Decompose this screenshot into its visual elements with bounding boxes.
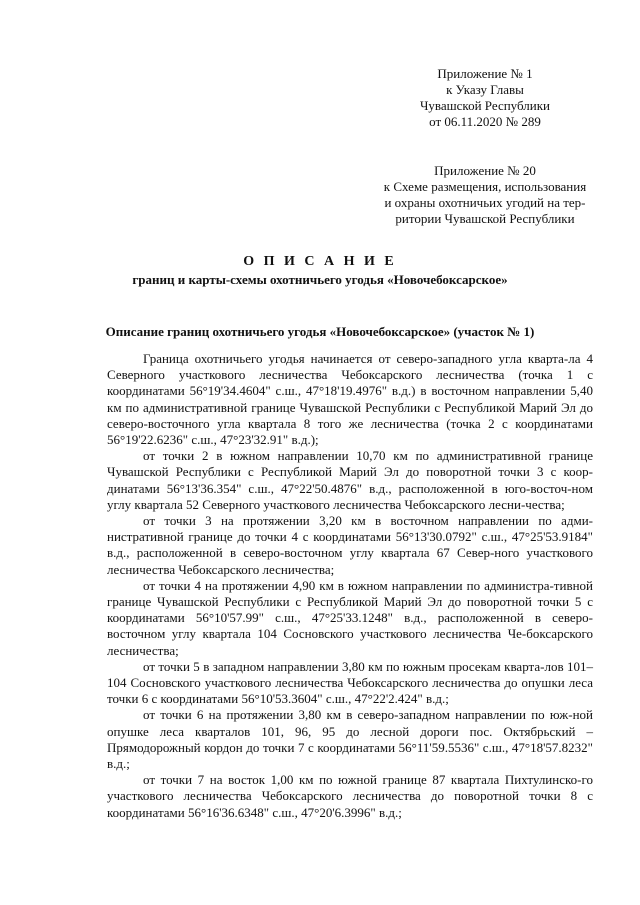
paragraph: от точки 5 в западном направлении 3,80 км по южным просекам кварта-лов 101–104 Сосновского участкового лесничества Чебоксарского лесничества до опушки леса точки 6 с координатами 56°10'53.3604" с.ш., 47°22'2.424" в.д.;	[107, 658, 593, 707]
appendix-1-line-1: Приложение № 1	[437, 66, 533, 81]
appendix-20-line-4: ритории Чувашской Республики	[395, 211, 575, 226]
appendix-1-line-3: Чувашской Республики	[419, 98, 551, 113]
boundary-description	[107, 351, 593, 821]
paragraph: Граница охотничьего угодья начинается от северо-западного угла кварта-ла 4 Северного участкового лесничества Чебоксарского лесничества (точка 1 с координатами 56°19'34.4604" с.ш., 47°18'19.4976" в.д.) в восточном направлении 5,40 км по административной границе Чувашской Республики с Республикой Марий Эл до северо-восточного угла квартала 8 того же лесничества (точка 2 с координатами 56°19'22.6236" с.ш., 47°23'32.91" в.д.);	[107, 351, 593, 448]
appendix-20-line-3: и охраны охотничьих угодий на тер-	[384, 195, 586, 210]
appendix-20-line-1: Приложение № 20	[434, 163, 536, 178]
paragraph: от точки 4 на протяжении 4,90 км в южном направлении по администра-тивной границе Чувашской Республики с Республикой Марий Эл до поворотной точки 5 с координатами 56°10'57.99" с.ш., 47°25'33.1248" в.д., расположенной в северо-восточном углу квартала 104 Сосновского участкового лесничества Че-боксарского лесничества;	[107, 577, 593, 658]
document-title: О П И С А Н И Е	[243, 254, 397, 269]
appendix-1-line-2: к Указу Главы	[446, 82, 524, 97]
paragraph: от точки 6 на протяжении 3,80 км в северо-западном направлении по юж-ной опушке леса кварталов 101, 96, 95 до лесной дороги пос. Октябрьский – Прямодорожный кордон до точки 7 с координатами 56°11'59.5536" с.ш., 47°18'57.8232" в.д.;	[107, 707, 593, 772]
paragraph: от точки 3 на протяжении 3,20 км в восточном направлении по адми-нистративной границе до точки 4 с координатами 56°13'30.0792" с.ш., 47°25'53.9184" в.д., расположенной в северо-восточном углу квартала 67 Север-ного участкового лесничества Чебоксарского лесничества;	[107, 513, 593, 577]
document-subtitle: границ и карты-схемы охотничьего угодья «Новочебоксарское»	[132, 272, 508, 287]
paragraph: от точки 7 на восток 1,00 км по южной границе 87 квартала Пихтулинско-го участкового лесничества Чебоксарского лесничества до поворотной точки 8 с координатами 56°16'36.6348" с.ш., 47°20'6.3996" в.д.;	[107, 772, 593, 820]
section-title: Описание границ охотничьего угодья «Новочебоксарское» (участок № 1)	[105, 324, 535, 339]
appendix-1-line-4: от 06.11.2020 № 289	[429, 114, 541, 129]
paragraph: от точки 2 в южном направлении 10,70 км по административной границе Чувашской Республики с Республикой Марий Эл до поворотной точки 3 с коор-динатами 56°13'36.354" с.ш., 47°22'50.4876" в.д., расположенной в юго-восточ-ном углу квартала 52 Северного участкового лесничества Чебоксарского лесни-чества;	[107, 448, 593, 512]
appendix-20-header	[360, 163, 610, 227]
appendix-20-line-2: к Схеме размещения, использования	[383, 179, 587, 194]
appendix-1-header	[360, 66, 610, 130]
